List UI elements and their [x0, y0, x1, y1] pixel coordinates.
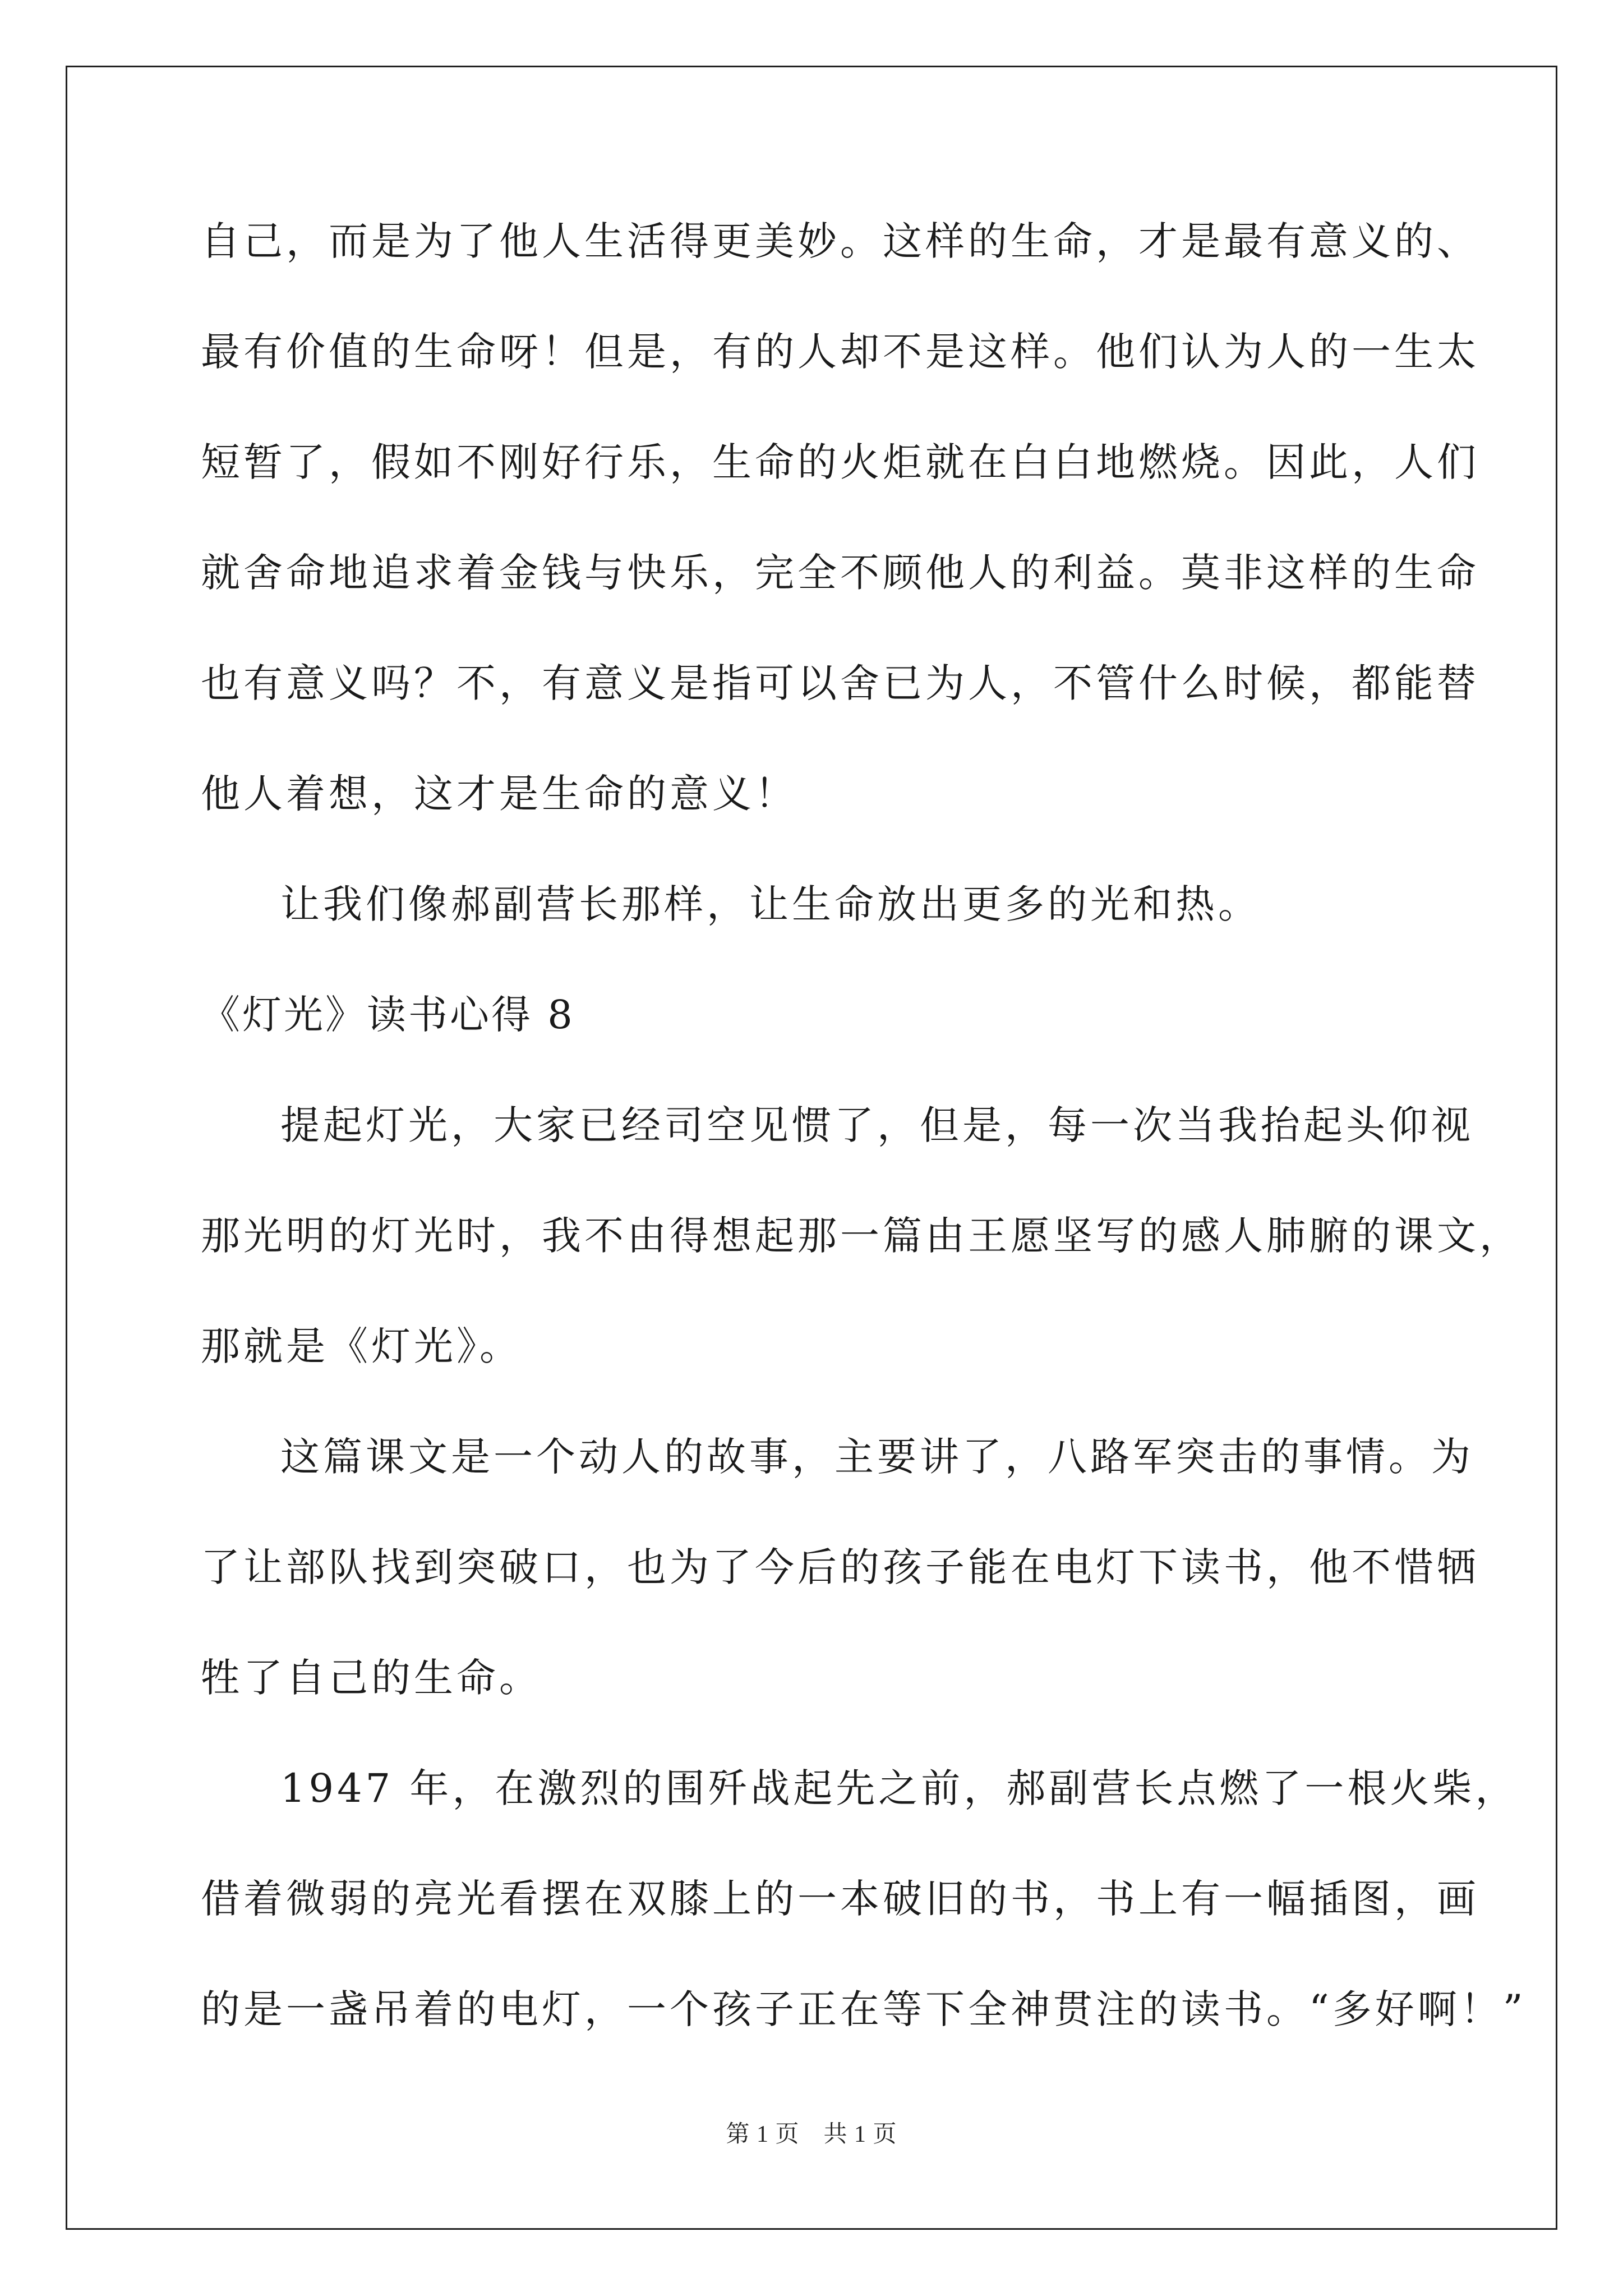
paragraph-1-line-4: 就舍命地追求着金钱与快乐，完全不顾他人的利益。莫非这样的生命	[201, 550, 1479, 596]
paragraph-3-line-2: 那光明的灯光时，我不由得想起那一篇由王愿坚写的感人肺腑的课文，	[201, 1213, 1522, 1259]
paragraph-1-line-3: 短暂了，假如不刚好行乐，生命的火炬就在白白地燃烧。因此，人们	[201, 439, 1479, 485]
paragraph-1-line-1: 自己，而是为了他人生活得更美妙。这样的生命，才是最有意义的、	[201, 218, 1479, 264]
paragraph-4-line-3: 牲了自己的生命。	[201, 1655, 542, 1701]
paragraph-1-line-6: 他人着想，这才是生命的意义！	[201, 771, 797, 817]
paragraph-2-line-1: 让我们像郝副营长那样，让生命放出更多的光和热。	[280, 881, 1261, 927]
paragraph-3-line-3: 那就是《灯光》。	[201, 1323, 522, 1369]
page-number-label: 第 1 页 共 1 页	[726, 2122, 897, 2147]
paragraph-5-line-2: 借着微弱的亮光看摆在双膝上的一本破旧的书，书上有一幅插图，画	[201, 1876, 1479, 1922]
paragraph-5-line-3: 的是一盏吊着的电灯，一个孩子正在等下全神贯注的读书。“多好啊！”	[201, 1986, 1527, 2032]
page-footer	[0, 2118, 1623, 2151]
paragraph-4-line-2: 了让部队找到突破口，也为了今后的孩子能在电灯下读书，他不惜牺	[201, 1544, 1479, 1590]
paragraph-1-line-5: 也有意义吗？不，有意义是指可以舍已为人，不管什么时候，都能替	[201, 660, 1479, 706]
section-heading: 《灯光》读书心得 8	[201, 992, 575, 1038]
paragraph-3-line-1: 提起灯光，大家已经司空见惯了，但是，每一次当我抬起头仰视	[280, 1102, 1474, 1148]
paragraph-1-line-2: 最有价值的生命呀！但是，有的人却不是这样。他们认为人的一生太	[201, 329, 1479, 375]
paragraph-4-line-1: 这篇课文是一个动人的故事，主要讲了，八路军突击的事情。为	[280, 1434, 1474, 1480]
paragraph-5-line-1: 1947 年，在激烈的围歼战起先之前，郝副营长点燃了一根火柴，	[280, 1765, 1518, 1811]
